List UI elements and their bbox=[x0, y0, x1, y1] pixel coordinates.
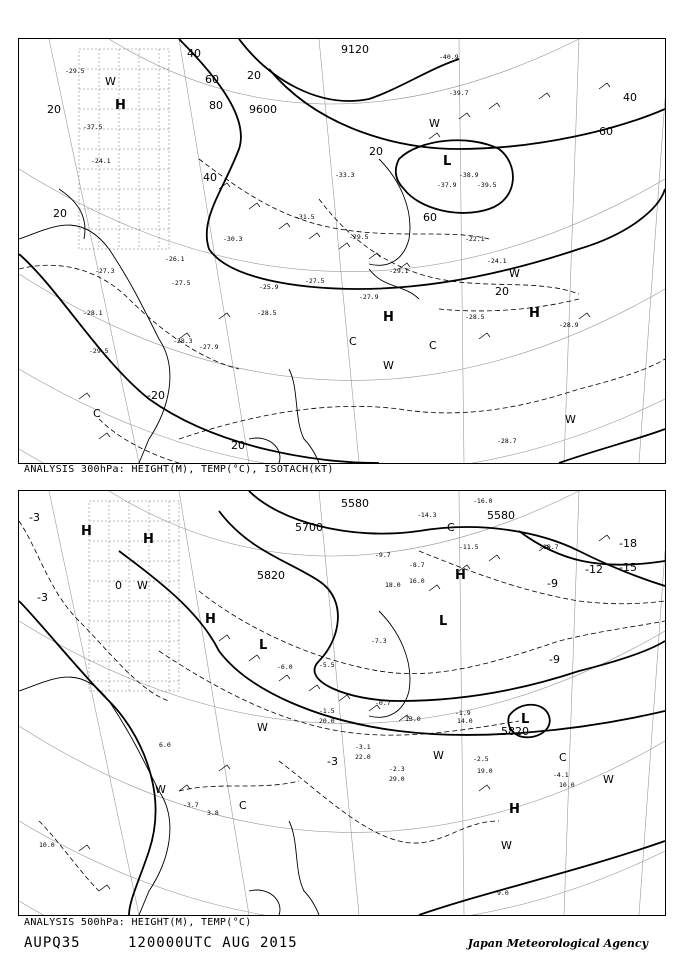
isotach-label: 20 bbox=[495, 285, 509, 298]
temp-label: -15 bbox=[619, 561, 637, 574]
warm-center: W bbox=[257, 721, 268, 734]
map-panel-300hpa bbox=[18, 38, 666, 464]
contour-labels bbox=[47, 43, 637, 452]
station-value: -28.9 bbox=[559, 321, 579, 329]
station-value: 22.0 bbox=[355, 753, 371, 761]
station-value: -27.5 bbox=[171, 279, 191, 287]
station-value: -31.5 bbox=[295, 213, 315, 221]
isotach-label: 20 bbox=[47, 103, 61, 116]
station-value: -5.5 bbox=[319, 661, 335, 669]
height-label: 5580 bbox=[341, 497, 369, 510]
station-value: 13.0 bbox=[405, 715, 421, 723]
high-center: H bbox=[115, 98, 126, 113]
station-value: 19.0 bbox=[477, 767, 493, 775]
station-value: -29.5 bbox=[349, 233, 369, 241]
high-center: H bbox=[455, 568, 466, 583]
station-value: -27.3 bbox=[95, 267, 115, 275]
isotach-label: 60 bbox=[205, 73, 219, 86]
station-value: -6.0 bbox=[277, 663, 293, 671]
cold-center: C bbox=[447, 521, 455, 534]
station-value: -37.5 bbox=[83, 123, 103, 131]
station-value: -27.9 bbox=[199, 343, 219, 351]
chart-code: AUPQ35 bbox=[24, 935, 81, 951]
height-label: 5700 bbox=[295, 521, 323, 534]
station-value: -28.5 bbox=[257, 309, 277, 317]
station-value: -11.5 bbox=[459, 543, 479, 551]
warm-center: W bbox=[565, 413, 576, 426]
wind-barbs bbox=[79, 83, 610, 439]
station-value: -26.1 bbox=[165, 255, 185, 263]
height-label: 5580 bbox=[487, 509, 515, 522]
isotach-label: 40 bbox=[623, 91, 637, 104]
isotach-label: 40 bbox=[203, 171, 217, 184]
station-value: -2.3 bbox=[389, 765, 405, 773]
station-value: -28.1 bbox=[83, 309, 103, 317]
hatch-region bbox=[79, 49, 169, 249]
height-label: 5820 bbox=[257, 569, 285, 582]
temp-label: -9 bbox=[549, 653, 560, 666]
isotach-label: 20 bbox=[231, 439, 245, 452]
station-value: -24.1 bbox=[487, 257, 507, 265]
temp-label: -3 bbox=[29, 511, 40, 524]
station-value: 10.0 bbox=[559, 781, 575, 789]
station-value: -28.5 bbox=[465, 313, 485, 321]
low-center: L bbox=[521, 712, 530, 727]
center-markers bbox=[93, 75, 576, 426]
station-value: -1.9 bbox=[455, 709, 471, 717]
isotach-label: 40 bbox=[187, 47, 201, 60]
warm-center: W bbox=[105, 75, 116, 88]
station-value: -38.9 bbox=[459, 171, 479, 179]
map-panel-500hpa bbox=[18, 490, 666, 916]
high-center: H bbox=[205, 612, 216, 627]
station-value: -27.5 bbox=[305, 277, 325, 285]
station-value: -29.5 bbox=[89, 347, 109, 355]
map-300hpa-svg bbox=[19, 39, 665, 463]
station-value: 6.0 bbox=[159, 741, 171, 749]
station-value: -7.3 bbox=[371, 637, 387, 645]
isotach-label: 80 bbox=[209, 99, 223, 112]
warm-center: W bbox=[429, 117, 440, 130]
hatch-region bbox=[89, 501, 179, 691]
station-value: -39.7 bbox=[449, 89, 469, 97]
station-value: -29.5 bbox=[65, 67, 85, 75]
station-value: 29.0 bbox=[389, 775, 405, 783]
station-value: 14.0 bbox=[457, 717, 473, 725]
chart-valid-time: 120000UTC AUG 2015 bbox=[128, 935, 298, 951]
agency-name: Japan Meteorological Agency bbox=[467, 937, 648, 950]
high-center: H bbox=[383, 310, 394, 325]
temp-label: -18 bbox=[619, 537, 637, 550]
height-label: 9120 bbox=[341, 43, 369, 56]
station-value: -30.3 bbox=[223, 235, 243, 243]
station-value: -27.9 bbox=[359, 293, 379, 301]
station-value: -8.7 bbox=[409, 561, 425, 569]
temp-label: -20 bbox=[147, 389, 165, 402]
station-value: -2.5 bbox=[473, 755, 489, 763]
station-value: -14.3 bbox=[417, 511, 437, 519]
cold-center: C bbox=[429, 339, 437, 352]
warm-center: W bbox=[603, 773, 614, 786]
temp-label: -3 bbox=[327, 755, 338, 768]
low-center: L bbox=[443, 154, 452, 169]
caption-300hpa: ANALYSIS 300hPa: HEIGHT(M), TEMP(°C), ISOTACH(KT) bbox=[24, 464, 334, 475]
temp-label: -3 bbox=[37, 591, 48, 604]
wind-barbs bbox=[79, 535, 610, 891]
station-value: -25.9 bbox=[259, 283, 279, 291]
high-center: H bbox=[143, 532, 154, 547]
height-label: 9600 bbox=[249, 103, 277, 116]
station-value: 10.0 bbox=[39, 841, 55, 849]
station-value: 20.0 bbox=[319, 717, 335, 725]
temp-label: 0 bbox=[115, 579, 122, 592]
station-value: -22.1 bbox=[465, 235, 485, 243]
station-value: -4.1 bbox=[553, 771, 569, 779]
high-center: H bbox=[529, 306, 540, 321]
height-contours bbox=[19, 491, 665, 915]
station-value: -24.1 bbox=[91, 157, 111, 165]
high-center: H bbox=[509, 802, 520, 817]
station-value: -3.1 bbox=[355, 743, 371, 751]
station-value: -16.0 bbox=[473, 497, 493, 505]
station-value: 18.0 bbox=[385, 581, 401, 589]
station-value: -33.3 bbox=[335, 171, 355, 179]
station-value: -28.7 bbox=[497, 437, 517, 445]
warm-center: W bbox=[137, 579, 148, 592]
isotach-label: 20 bbox=[53, 207, 67, 220]
isotach-label: 20 bbox=[247, 69, 261, 82]
cold-center: C bbox=[349, 335, 357, 348]
station-value: -40.9 bbox=[439, 53, 459, 61]
station-value: -10.7 bbox=[539, 543, 559, 551]
warm-center: W bbox=[383, 359, 394, 372]
temp-label: -12 bbox=[585, 563, 603, 576]
station-value: 3.8 bbox=[207, 809, 219, 817]
station-value: -0.7 bbox=[375, 699, 391, 707]
station-value: -39.5 bbox=[477, 181, 497, 189]
coastline bbox=[19, 611, 410, 915]
station-value: -28.3 bbox=[173, 337, 193, 345]
station-value: -9.7 bbox=[375, 551, 391, 559]
station-value: -37.9 bbox=[437, 181, 457, 189]
isotach-label: 60 bbox=[423, 211, 437, 224]
station-value: 16.0 bbox=[409, 577, 425, 585]
warm-center: W bbox=[433, 749, 444, 762]
warm-center: W bbox=[155, 783, 166, 796]
center-markers bbox=[81, 521, 614, 852]
cold-center: C bbox=[559, 751, 567, 764]
temp-contours bbox=[19, 521, 665, 891]
high-center: H bbox=[81, 524, 92, 539]
temp-label: -9 bbox=[547, 577, 558, 590]
caption-500hpa: ANALYSIS 500hPa: HEIGHT(M), TEMP(°C) bbox=[24, 917, 252, 928]
station-value: -3.7 bbox=[183, 801, 199, 809]
isotach-label: 20 bbox=[369, 145, 383, 158]
isotach-label: 60 bbox=[599, 125, 613, 138]
graticule bbox=[19, 491, 665, 915]
height-label: 5820 bbox=[501, 725, 529, 738]
cold-center: C bbox=[239, 799, 247, 812]
map-500hpa-svg bbox=[19, 491, 665, 915]
low-center: L bbox=[259, 638, 268, 653]
low-center: L bbox=[439, 614, 448, 629]
station-value: -1.5 bbox=[319, 707, 335, 715]
cold-center: C bbox=[93, 407, 101, 420]
warm-center: W bbox=[509, 267, 520, 280]
station-value: 9.0 bbox=[497, 889, 509, 897]
warm-center: W bbox=[501, 839, 512, 852]
station-value: -29.1 bbox=[389, 267, 409, 275]
